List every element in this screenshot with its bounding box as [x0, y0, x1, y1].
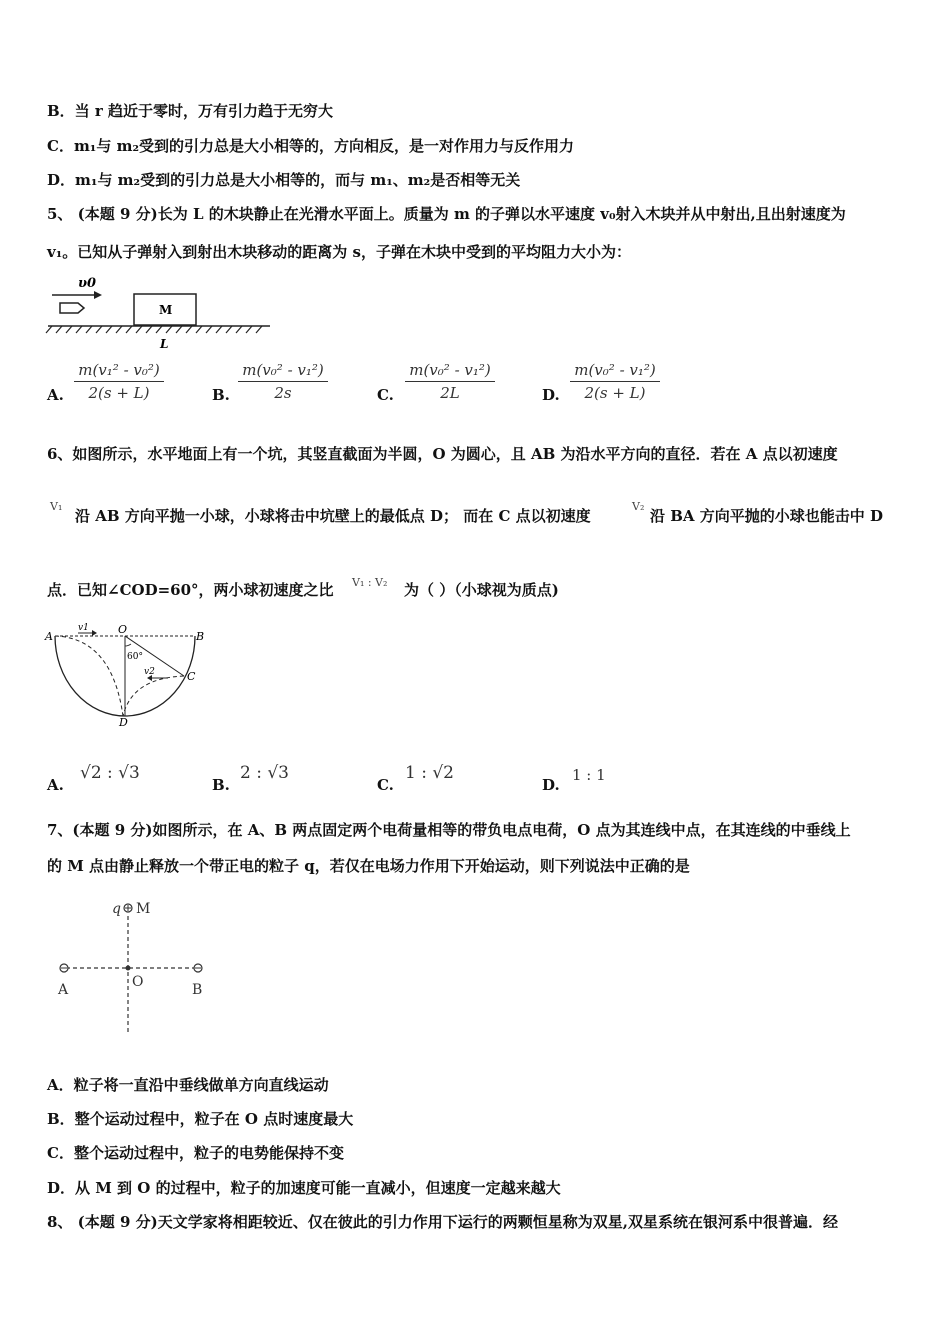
q6-option-a-letter: A. [47, 776, 64, 794]
q7-label-m: M [136, 901, 151, 917]
q7-stem-line1: 7、(本题 9 分)如图所示，在 A、B 两点固定两个电荷量相等的带负电点电荷，O 点为其连线中点，在其连线的中垂线上 [47, 821, 851, 839]
q5-option-b-fraction [238, 361, 328, 402]
q7-option-c: C．整个运动过程中，粒子的电势能保持不变 [47, 1144, 344, 1162]
q6-stem-line2a: 沿 AB 方向平抛一小球，小球将击中坑壁上的最低点 D； 而在 C 点以初速度 [75, 507, 591, 525]
q4-option-b: B．当 r 趋近于零时，万有引力趋于无穷大 [47, 102, 334, 120]
q5-option-c-den: 2L [440, 384, 460, 402]
trajectory-c [123, 676, 184, 716]
q5-option-a-den: 2(s + L) [88, 384, 150, 402]
q5-option-a-num: m(v₁² - v₀²) [78, 361, 160, 379]
q7-option-a: A．粒子将一直沿中垂线做单方向直线运动 [47, 1076, 329, 1094]
q7-option-b: B．整个运动过程中，粒子在 O 点时速度最大 [47, 1110, 354, 1128]
q6-option-a-value: √2 : √3 [80, 763, 140, 783]
q5-figure [44, 272, 276, 352]
q5-option-a-letter: A. [47, 386, 64, 404]
q6-option-b-value: 2 : √3 [240, 763, 289, 783]
q5-option-a-fraction [74, 361, 164, 402]
q7-label-b: B [192, 982, 203, 998]
q6-label-v2: v2 [144, 667, 155, 677]
q5-option-d-num: m(v₀² - v₁²) [574, 361, 656, 379]
q4-option-d: D．m₁与 m₂受到的引力总是大小相等的，而与 m₁、m₂是否相等无关 [47, 171, 521, 189]
q5-velocity-label: υ0 [78, 276, 97, 291]
q6-option-b-letter: B. [212, 776, 230, 794]
q6-label-b: B [196, 630, 205, 643]
q7-stem-line2: 的 M 点由静止释放一个带正电的粒子 q，若仅在电场力作用下开始运动，则下列说法中正确的是 [47, 857, 690, 875]
q7-label-o: O [132, 974, 144, 990]
q5-block-label: M [159, 303, 173, 317]
q6-option-d-letter: D. [542, 776, 560, 794]
q6-label-a: A [45, 630, 53, 643]
q5-option-c-num: m(v₀² - v₁²) [409, 361, 491, 379]
q6-figure [44, 622, 214, 730]
q4-option-c: C．m₁与 m₂受到的引力总是大小相等的，方向相反，是一对作用力与反作用力 [47, 137, 575, 155]
q5-option-d-den: 2(s + L) [584, 384, 646, 402]
q5-option-b-num: m(v₀² - v₁²) [242, 361, 324, 379]
bullet-icon [60, 303, 84, 313]
q6-option-d-value: 1 : 1 [572, 766, 606, 784]
q5-option-d-letter: D. [542, 386, 560, 404]
q6-label-v1: v1 [78, 623, 89, 633]
q5-option-d-fraction [570, 361, 660, 402]
q7-option-d: D．从 M 到 O 的过程中，粒子的加速度可能一直减小，但速度一定越来越大 [47, 1179, 561, 1197]
q5-option-c-letter: C. [377, 386, 394, 404]
q6-label-o: O [118, 623, 128, 636]
q5-length-label: L [160, 337, 169, 351]
q6-label-angle: 60° [127, 652, 143, 662]
q6-option-c-letter: C. [377, 776, 394, 794]
q6-stem-line3b: 为（ ）（小球视为质点) [404, 581, 559, 599]
q6-option-c-value: 1 : √2 [405, 763, 454, 783]
q6-v1-symbol: V₁ [50, 500, 63, 513]
q6-label-d: D [119, 716, 128, 729]
q5-option-b-den: 2s [274, 384, 292, 402]
q6-stem-line2b: 沿 BA 方向平抛的小球也能击中 D [650, 507, 883, 525]
q5-stem-line2: v₁。已知从子弹射入到射出木块移动的距离为 s，子弹在木块中受到的平均阻力大小为： [47, 243, 631, 261]
q6-stem-line1: 6、如图所示，水平地面上有一个坑，其竖直截面为半圆，O 为圆心，且 AB 为沿水平方向的直径．若在 A 点以初速度 [47, 445, 838, 463]
q6-stem-line3a: 点．已知∠COD=60°，两小球初速度之比 [47, 581, 334, 599]
q6-v2-symbol: V₂ [632, 500, 645, 513]
q5-stem-line1: 5、 (本题 9 分)长为 L 的木块静止在光滑水平面上。质量为 m 的子弹以水平速度 v₀射入木块并从中射出,且出射速度为 [47, 205, 846, 223]
q7-label-q: q [112, 901, 121, 917]
q7-label-a: A [58, 982, 69, 998]
q5-option-c-fraction [405, 361, 495, 402]
q6-label-c: C [187, 670, 196, 683]
q7-figure [50, 896, 220, 1036]
q6-ratio-symbol: V₁ : V₂ [352, 576, 388, 589]
q5-option-b-letter: B. [212, 386, 230, 404]
midpoint-o [126, 966, 131, 971]
q8-stem-line1: 8、 (本题 9 分)天文学家将相距较近、仅在彼此的引力作用下运行的两颗恒星称为双星,双星系统在银河系中很普遍．经 [47, 1213, 838, 1231]
